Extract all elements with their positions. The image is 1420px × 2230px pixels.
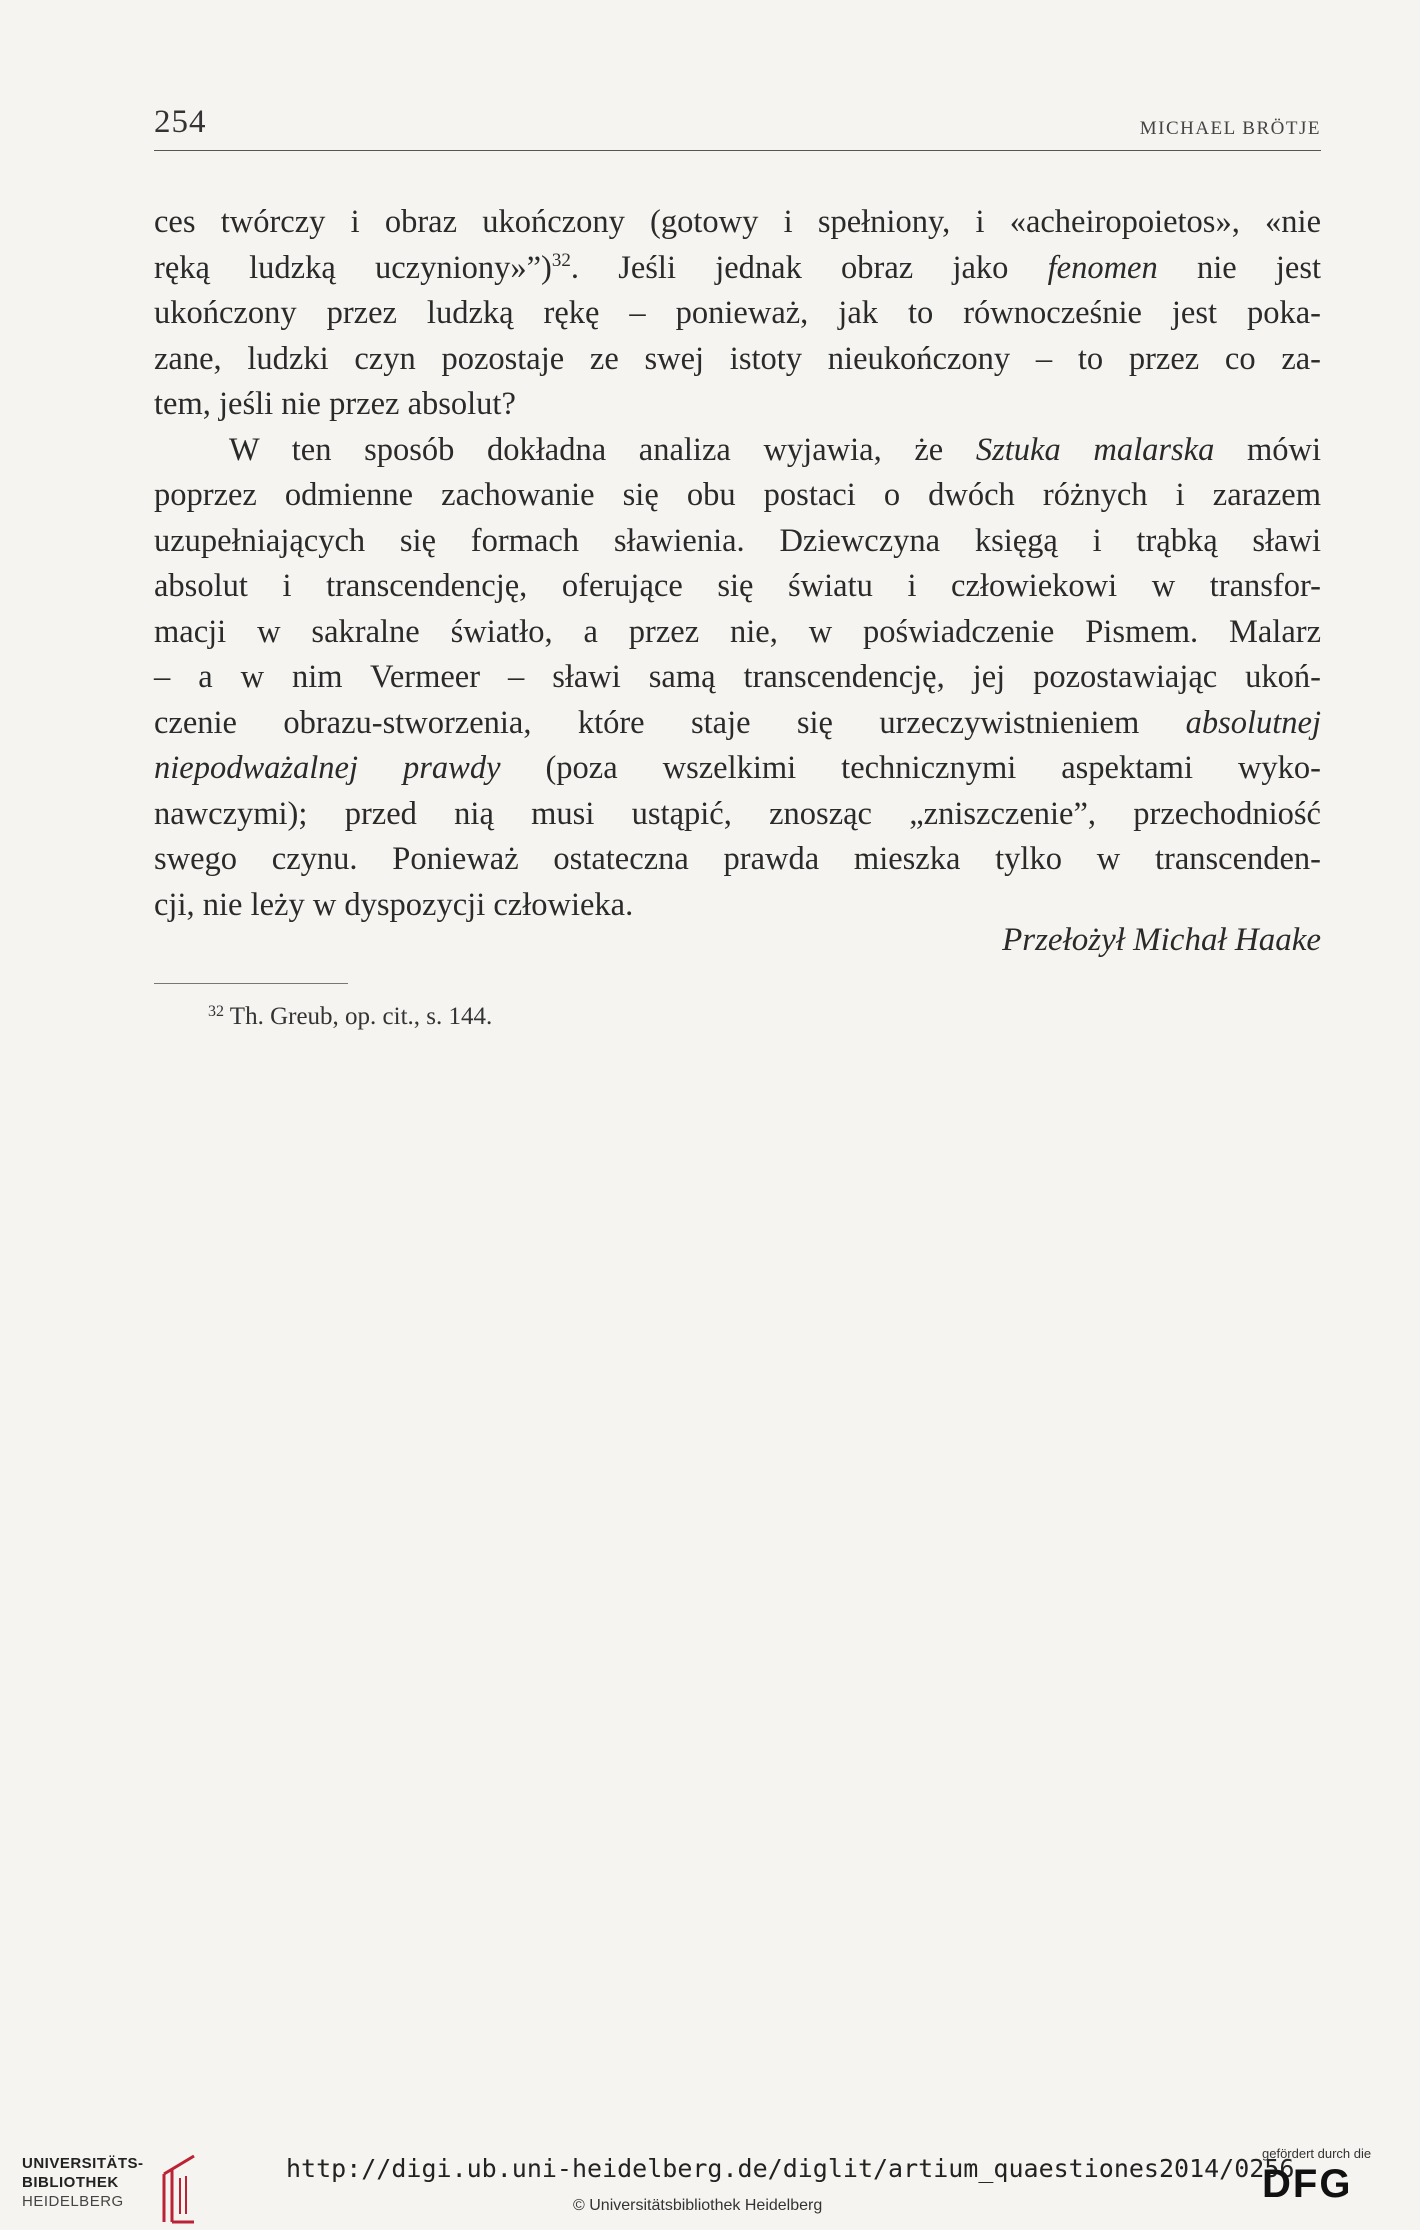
footnote-text: Th. Greub, op. cit., s. 144. (224, 1003, 493, 1030)
text-line: swego czynu. Ponieważ ostateczna prawda mieszka tylko w transcenden- (154, 841, 1321, 877)
running-head (154, 104, 1321, 151)
dfg-logo-text: DFG (1262, 2162, 1353, 2206)
text-line: tem, jeśli nie przez absolut? (154, 386, 516, 422)
paragraph-first-line: W ten sposób dokładna analiza wyjawia, że Sztuka malarska mówi (229, 431, 1322, 468)
body-text (154, 200, 1321, 928)
text-line: ces twórczy i obraz ukończony (gotowy i spełniony, i «acheiropoietos», «nie (154, 204, 1321, 240)
university-library-logo[interactable] (22, 2154, 222, 2224)
library-emblem-icon (154, 2154, 214, 2224)
translator-credit: Przełożył Michał Haake (1002, 922, 1321, 958)
source-url-link[interactable]: http://digi.ub.uni-heidelberg.de/diglit/artium_quaestiones2014/0256 (286, 2154, 1295, 2183)
footnote (208, 1003, 492, 1031)
footnote-reference: 32 (551, 249, 571, 271)
dfg-caption: gefördert durch die (1262, 2146, 1372, 2161)
running-head-author: MICHAEL BRÖTJE (1139, 118, 1321, 139)
text-line: poprzez odmienne zachowanie się obu postaci o dwóch różnych i zarazem (154, 477, 1321, 513)
text-line: absolut i transcendencję, oferujące się światu i człowiekowi w transfor- (154, 568, 1321, 604)
logo-line: HEIDELBERG (22, 2193, 124, 2210)
logo-line: UNIVERSITÄTS- (22, 2155, 144, 2172)
text-line: macji w sakralne światło, a przez nie, w poświadczenie Pismem. Malarz (154, 613, 1321, 650)
text-line: nawczymi); przed nią musi ustąpić, znosząc „zniszczenie”, przechodniość (154, 795, 1321, 832)
text-line: – a w nim Vermeer – sławi samą transcendencję, jej pozostawiając ukoń- (154, 659, 1321, 695)
footer-bar (0, 2134, 1420, 2230)
text-line: ręką ludzką uczyniony»”)$^{32}$. Jeśli jednak obraz jako fenomen nie jest (154, 249, 1322, 286)
footnote-divider (154, 983, 348, 984)
text-line: cji, nie leży w dyspozycji człowieka. (154, 886, 634, 923)
text-line: ukończony przez ludzką rękę – ponieważ, jak to równocześnie jest poka- (154, 295, 1321, 331)
footnote-number: 32 (208, 1003, 224, 1020)
dfg-funding-logo[interactable] (1262, 2146, 1402, 2224)
text-line: czenie obrazu-stworzenia, które staje się urzeczywistnieniem absolutnej (154, 704, 1321, 741)
text-line: zane, ludzki czyn pozostaje ze swej istoty nieukończony – to przez co za- (154, 340, 1321, 377)
text-line: uzupełniających się formach sławienia. Dziewczyna księgą i trąbką sławi (154, 522, 1321, 559)
logo-line: BIBLIOTHEK (22, 2174, 119, 2191)
page-number: 254 (154, 104, 207, 140)
text-line: niepodważalnej prawdy (poza wszelkimi technicznymi aspektami wyko- (154, 750, 1322, 786)
copyright-notice: © Universitätsbibliothek Heidelberg (573, 2197, 823, 2214)
